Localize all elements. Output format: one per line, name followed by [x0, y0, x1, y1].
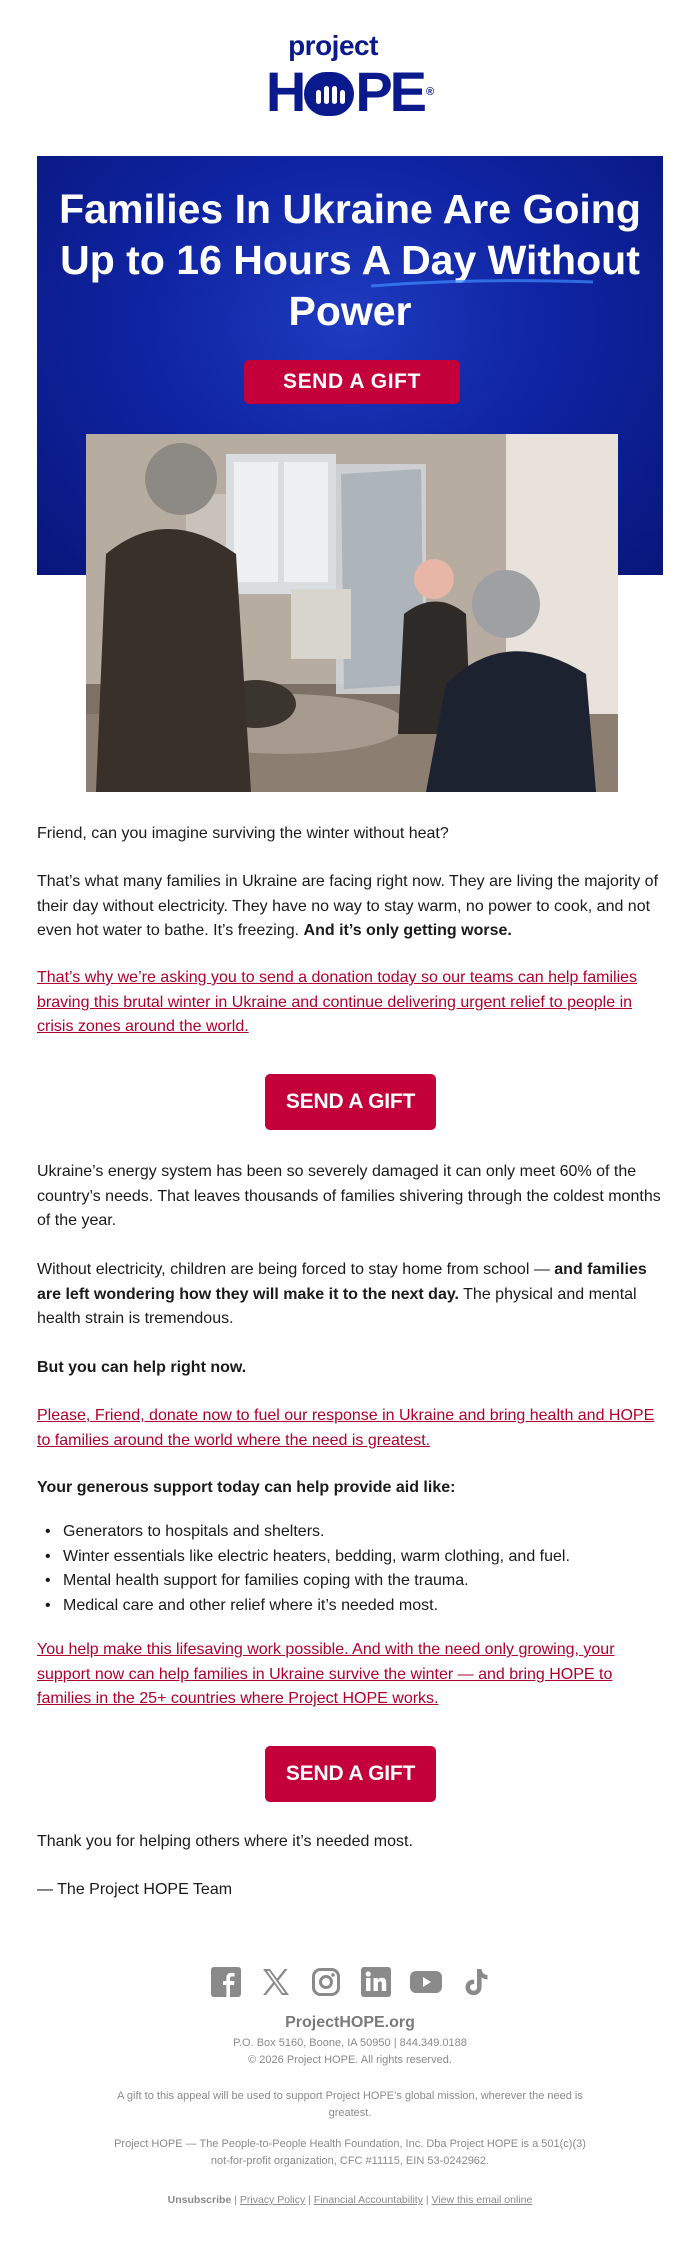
list-item: • Mental health support for families coping with the trauma. [37, 1569, 663, 1594]
paragraph-text: The physical and mental health strain is tremendous. [37, 1285, 637, 1327]
youtube-icon[interactable] [410, 1966, 442, 1998]
footer-gift-note: A gift to this appeal will be used to support Project HOPE’s global mission, wherever the need is greatest. [117, 2090, 583, 2119]
send-gift-button-2[interactable]: SEND A GIFT [265, 1746, 436, 1802]
hero-headline: Families In Ukraine Are Going Up to 16 Hours A Day Without Power [59, 186, 641, 334]
unsubscribe-link[interactable]: Unsubscribe [167, 2194, 232, 2206]
linkedin-icon[interactable] [360, 1966, 392, 1998]
paragraph-text: That’s what many families in Ukraine are facing right now. They are living the majority of their day without electricity. They have no way to stay warm, no power to cook, and not even hot water to bathe. It’s freezing. [37, 873, 659, 939]
headline-underline-swoosh [367, 276, 597, 290]
logo-project-text: project [288, 30, 378, 61]
list-item: • Winter essentials like electric heaters, bedding, warm clothing, and fuel. [37, 1545, 663, 1570]
hero-photo [86, 434, 618, 792]
logo-letter-h: H [265, 60, 304, 123]
footer-links [100, 2192, 600, 2209]
financial-accountability-link[interactable]: Financial Accountability [313, 2194, 423, 2206]
energy-system-paragraph: Ukraine’s energy system has been so severely damaged it can only meet 60% of the country’s needs. That leaves thousands of families shivering through the coldest months of the year. [37, 1163, 661, 1229]
donate-now-link[interactable]: Please, Friend, donate now to fuel our response in Ukraine and bring health and HOPE to families around the world where the need is greatest. [37, 1407, 655, 1449]
intro-paragraph: Friend, can you imagine surviving the winter without heat? [37, 825, 449, 842]
list-item: • Medical care and other relief where it’s needed most. [37, 1594, 663, 1619]
link-separator: | [425, 2194, 429, 2206]
footer-address: P.O. Box 5160, Boone, IA 50950 | 844.349.0188 [233, 2037, 467, 2049]
lifesaving-work-link[interactable]: You help make this lifesaving work possible. And with the need only growing, your support now can help families in Ukraine survive the winter — and bring HOPE to families in the 25+ countries where Project HOPE works. [37, 1641, 615, 1707]
footer-copyright: © 2026 Project HOPE. All rights reserved. [248, 2054, 452, 2066]
aid-list [37, 1520, 663, 1618]
footer-legal: Project HOPE — The People-to-People Health Foundation, Inc. Dba Project HOPE is a 501(c)(3) not-for-profit organization, CFC #11115, EIN 53-0242962. [114, 2138, 586, 2167]
send-gift-button-1[interactable]: SEND A GIFT [265, 1074, 436, 1130]
link-separator: | [234, 2194, 237, 2206]
footer-brand-link[interactable]: ProjectHOPE.org [285, 2014, 415, 2031]
tiktok-icon[interactable] [460, 1966, 492, 1998]
ukraine-families-paragraph [37, 870, 663, 944]
hero-send-gift-button[interactable]: SEND A GIFT [244, 360, 460, 404]
hands-o-icon [304, 72, 354, 116]
privacy-policy-link[interactable]: Privacy Policy [239, 2194, 306, 2206]
donation-appeal-link[interactable]: That’s why we’re asking you to send a donation today so our teams can help families braving this brutal winter in Ukraine and continue delivering urgent relief to people in crisis zones around the world. [37, 969, 638, 1035]
view-online-link[interactable]: View this email online [431, 2194, 533, 2206]
family-room-photo-illustration [86, 434, 618, 792]
x-icon[interactable] [260, 1966, 292, 1998]
aid-list-heading: Your generous support today can help provide aid like: [37, 1479, 456, 1496]
children-school-paragraph [37, 1258, 663, 1332]
bold-emphasis: and families are left wondering how they will make it to the next day. [37, 1261, 647, 1303]
thank-you-paragraph: Thank you for helping others where it’s needed most. [37, 1833, 413, 1850]
help-now-heading: But you can help right now. [37, 1359, 247, 1376]
instagram-icon[interactable] [310, 1966, 342, 1998]
paragraph-text: Without electricity, children are being forced to stay home from school — [37, 1261, 555, 1278]
project-hope-logo[interactable] [0, 30, 700, 123]
social-icons-row [210, 1966, 492, 2000]
link-separator: | [308, 2194, 311, 2206]
list-item: • Generators to hospitals and shelters. [37, 1520, 663, 1545]
registered-mark: ® [426, 86, 435, 98]
footer-contact [100, 2014, 600, 2069]
logo-letters-pe: PE [355, 60, 425, 123]
facebook-icon[interactable] [210, 1966, 242, 1998]
logo-hope-wordmark [265, 60, 435, 123]
signoff: — The Project HOPE Team [37, 1881, 233, 1898]
bold-emphasis: And it’s only getting worse. [303, 922, 512, 939]
